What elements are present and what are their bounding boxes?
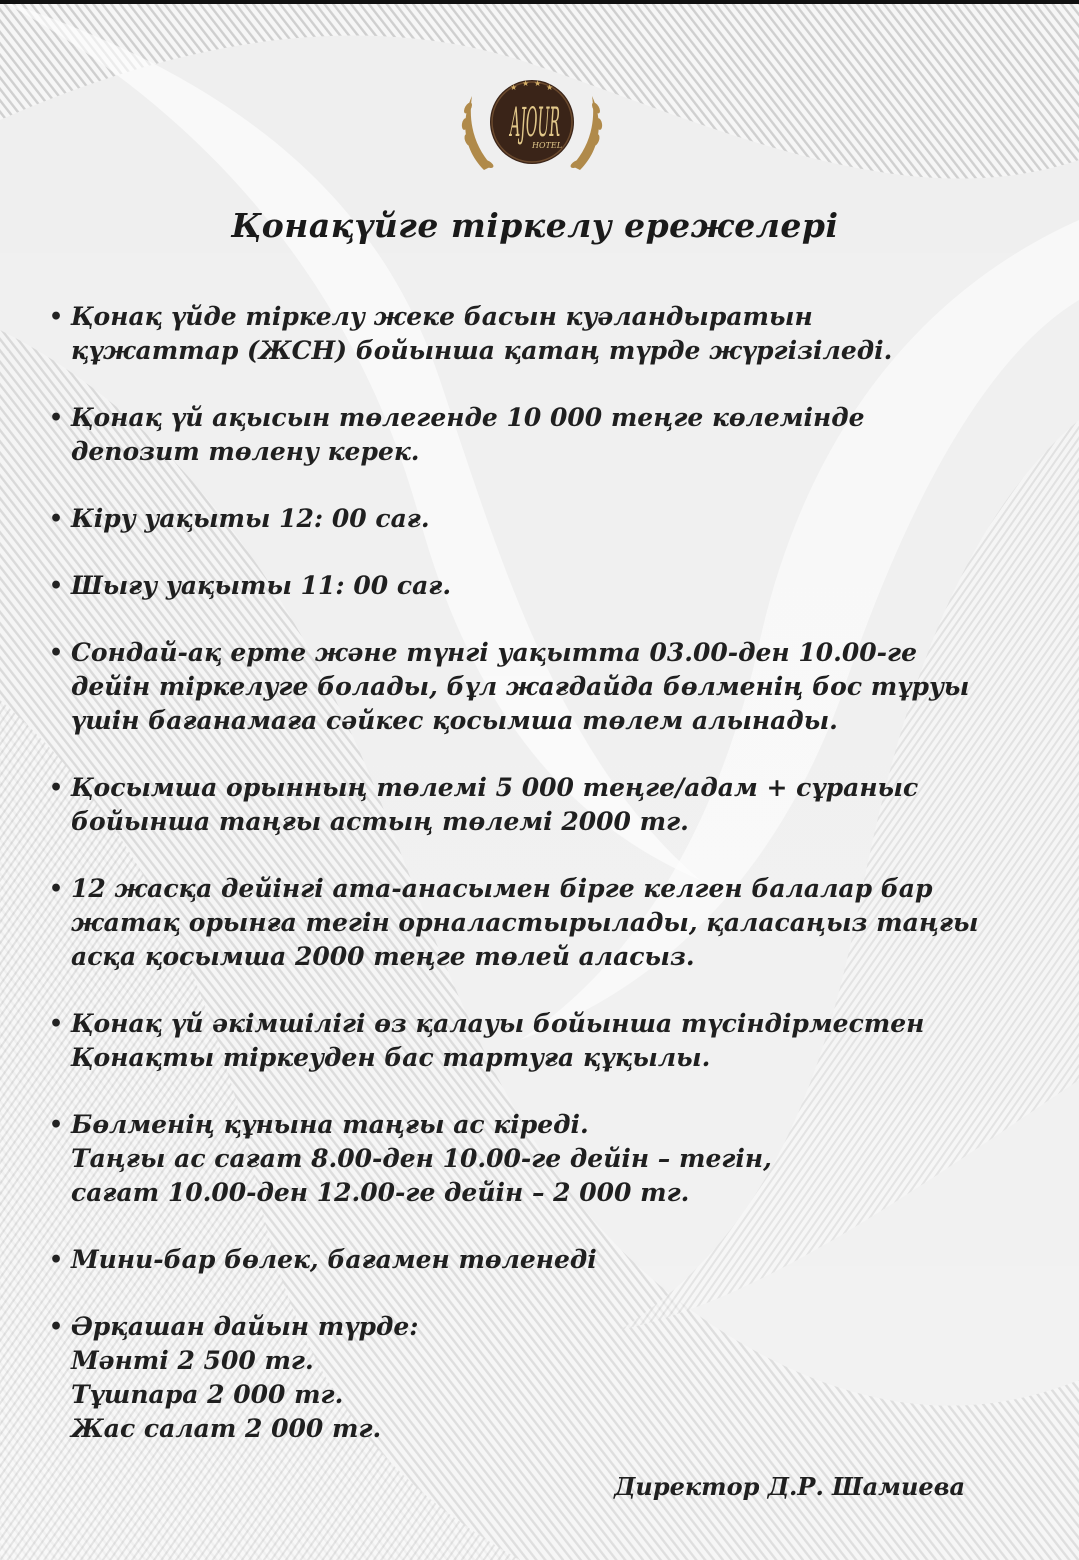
director-signature: Директор Д.Р. Шамиева xyxy=(614,1472,965,1501)
rule-text-line: Қосымша орынның төлемі 5 000 теңге/адам + сұраныс xyxy=(71,773,919,802)
rule-text-line: Кіру уақыты 12: 00 сағ. xyxy=(71,504,430,533)
rule-text-line: 12 жасқа дейінгі ата-анасымен бірге келген балалар бар xyxy=(71,874,933,903)
rule-item xyxy=(46,401,1006,469)
hotel-logo xyxy=(454,66,610,178)
rule-text-line: Қонақ үй ақысын төлегенде 10 000 теңге көлемінде xyxy=(71,403,865,432)
svg-text:★: ★ xyxy=(534,79,542,88)
rule-item xyxy=(46,636,1006,738)
rule-item xyxy=(46,771,1006,839)
rule-text-line: депозит төлену керек. xyxy=(71,437,420,466)
rule-text-line: сағат 10.00-ден 12.00-ге дейін – 2 000 тг. xyxy=(71,1178,690,1207)
bullet-icon: • xyxy=(49,1247,64,1273)
bullet-icon: • xyxy=(49,775,64,801)
rule-text-line: Бөлменің құнына таңғы ас кіреді. xyxy=(71,1110,589,1139)
rule-item xyxy=(46,1310,1006,1446)
svg-text:★: ★ xyxy=(510,83,518,92)
logo-monogram: AJOUR xyxy=(508,100,560,146)
bullet-icon: • xyxy=(49,506,64,532)
rule-item xyxy=(46,569,1006,603)
bullet-icon: • xyxy=(49,640,64,666)
rule-text-line: Таңғы ас сағат 8.00-ден 10.00-ге дейін – тегін, xyxy=(71,1144,772,1173)
logo-subtitle: HOTEL xyxy=(532,141,563,150)
svg-text:★: ★ xyxy=(522,79,530,88)
rule-text-line: Мәнті 2 500 тг. xyxy=(71,1346,314,1375)
bullet-icon: • xyxy=(49,405,64,431)
rules-list xyxy=(46,300,1006,1479)
rule-text-line: Қонақ үйде тіркелу жеке басын куәландыратын xyxy=(71,302,813,331)
bullet-icon: • xyxy=(49,1314,64,1340)
rule-text-line: Қонақ үй әкімшілігі өз қалауы бойынша түсіндірместен xyxy=(71,1009,925,1038)
rule-item xyxy=(46,502,1006,536)
bullet-icon: • xyxy=(49,304,64,330)
top-edge-bar xyxy=(0,0,1079,4)
rule-text-line: Әрқашан дайын түрде: xyxy=(71,1312,419,1341)
rule-item xyxy=(46,1108,1006,1210)
bullet-icon: • xyxy=(49,876,64,902)
rule-item xyxy=(46,1007,1006,1075)
rule-text-line: бойынша таңғы астың төлемі 2000 тг. xyxy=(71,807,689,836)
rule-text-line: Жас салат 2 000 тг. xyxy=(71,1414,382,1443)
rule-item xyxy=(46,1243,1006,1277)
rule-text-line: жатақ орынға тегін орналастырылады, қаласаңыз таңғы xyxy=(71,908,979,937)
rule-text-line: құжаттар (ЖСН) бойынша қатаң түрде жүргізіледі. xyxy=(71,336,893,365)
rule-text-line: Шығу уақыты 11: 00 сағ. xyxy=(71,571,452,600)
rule-text-line: Сондай-ақ ерте және түнгі уақытта 03.00-ден 10.00-ге xyxy=(71,638,917,667)
bullet-icon: • xyxy=(49,1112,64,1138)
rule-text-line: Тұшпара 2 000 тг. xyxy=(71,1380,344,1409)
rule-text-line: Мини-бар бөлек, бағамен төленеді xyxy=(71,1245,597,1274)
bullet-icon: • xyxy=(49,573,64,599)
rule-text-line: үшін бағанамаға сәйкес қосымша төлем алынады. xyxy=(71,706,838,735)
rule-text-line: дейін тіркелуге болады, бұл жағдайда бөлменің бос тұруы xyxy=(71,672,970,701)
svg-text:★: ★ xyxy=(546,83,554,92)
page-title: Қонақүйге тіркелу ережелері xyxy=(231,206,839,245)
rule-text-line: асқа қосымша 2000 теңге төлей аласыз. xyxy=(71,942,695,971)
rule-item xyxy=(46,872,1006,974)
rule-item xyxy=(46,300,1006,368)
rule-text-line: Қонақты тіркеуден бас тартуға құқылы. xyxy=(71,1043,711,1072)
bullet-icon: • xyxy=(49,1011,64,1037)
